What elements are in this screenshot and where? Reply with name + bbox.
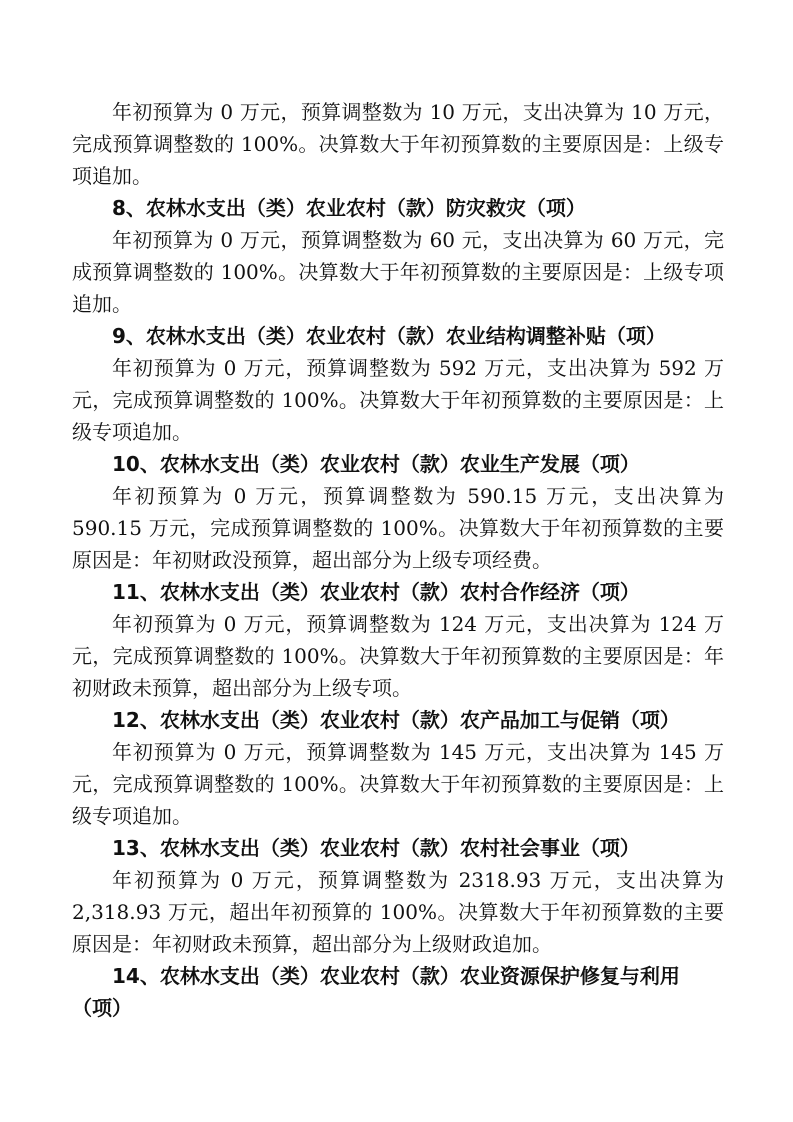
paragraph-13-body: 年初预算为 0 万元，预算调整数为 2318.93 万元，支出决算为 2,318.93 万元，超出年初预算的 100%。决算数大于年初预算数的主要原因是：年初财政未预算，超出部分为上级财政追加。 (72, 868, 724, 956)
heading-item-10: 10、农林水支出（类）农业农村（款）农业生产发展（项） (112, 452, 640, 476)
document-page (72, 96, 724, 1024)
heading-item-8: 8、农林水支出（类）农业农村（款）防灾救灾（项） (112, 196, 586, 220)
heading-item-9: 9、农林水支出（类）农业农村（款）农业结构调整补贴（项） (112, 324, 666, 348)
heading-item-13: 13、农林水支出（类）农业农村（款）农村社会事业（项） (112, 836, 640, 860)
paragraph-10-body: 年初预算为 0 万元，预算调整数为 590.15 万元，支出决算为 590.15 万元，完成预算调整数的 100%。决算数大于年初预算数的主要原因是：年初财政没预算，超出部分为上级专项经费。 (72, 484, 724, 572)
paragraph-12-body: 年初预算为 0 万元，预算调整数为 145 万元，支出决算为 145 万元，完成预算调整数的 100%。决算数大于年初预算数的主要原因是：上级专项追加。 (72, 740, 724, 828)
paragraph-11-body: 年初预算为 0 万元，预算调整数为 124 万元，支出决算为 124 万元，完成预算调整数的 100%。决算数大于年初预算数的主要原因是：年初财政未预算，超出部分为上级专项。 (72, 612, 724, 700)
heading-item-11: 11、农林水支出（类）农业农村（款）农村合作经济（项） (112, 580, 640, 604)
heading-item-12: 12、农林水支出（类）农业农村（款）农产品加工与促销（项） (112, 708, 680, 732)
paragraph-7-body: 年初预算为 0 万元，预算调整数为 10 万元，支出决算为 10 万元，完成预算调整数的 100%。决算数大于年初预算数的主要原因是：上级专项追加。 (72, 100, 724, 188)
heading-item-14: 14、农林水支出（类）农业农村（款）农业资源保护修复与利用（项） (72, 964, 680, 1020)
paragraph-8-body: 年初预算为 0 万元，预算调整数为 60 元，支出决算为 60 万元，完成预算调整数的 100%。决算数大于年初预算数的主要原因是：上级专项追加。 (72, 228, 724, 316)
paragraph-9-body: 年初预算为 0 万元，预算调整数为 592 万元，支出决算为 592 万元，完成预算调整数的 100%。决算数大于年初预算数的主要原因是：上级专项追加。 (72, 356, 724, 444)
